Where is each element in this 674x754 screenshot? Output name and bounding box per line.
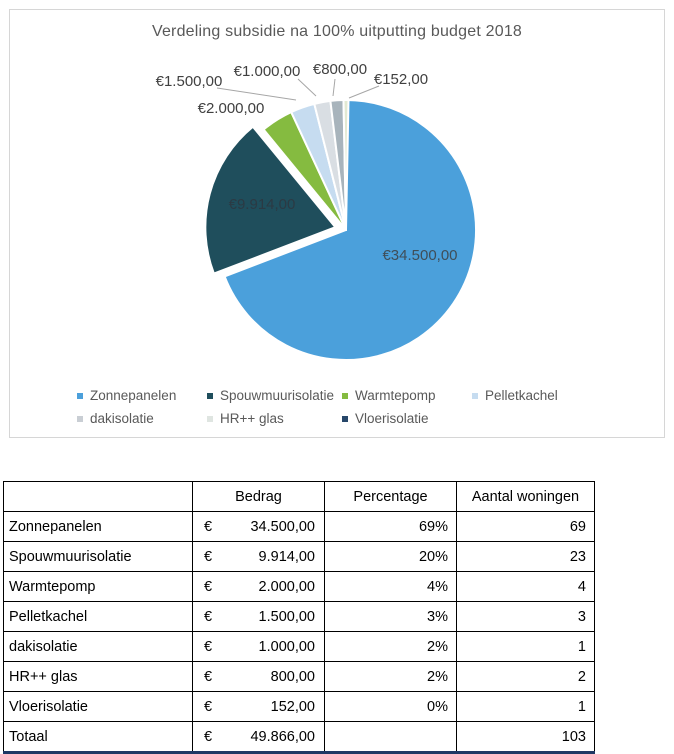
currency-symbol: € <box>204 638 213 655</box>
cell-aantal: 1 <box>457 632 595 662</box>
cell-aantal: 23 <box>457 542 595 572</box>
table-row-vloerisolatie <box>4 692 595 722</box>
data-label-dakisolatie: €1.000,00 <box>233 63 301 80</box>
data-label-zonnepanelen: €34.500,00 <box>382 247 458 264</box>
table-row-totaal <box>4 722 595 753</box>
legend-label-warmtepomp: Warmtepomp <box>355 388 436 403</box>
leader-line-pelletkachel <box>217 88 296 100</box>
chart-title: Verdeling subsidie na 100% uitputting budget 2018 <box>151 23 523 40</box>
legend-marker-pelletkachel <box>472 393 478 399</box>
col-header-percentage: Percentage <box>325 482 457 512</box>
cell-bedrag <box>193 632 325 662</box>
bedrag-value: 800,00 <box>270 668 315 685</box>
table-row-pelletkachel <box>4 602 595 632</box>
cell-name: dakisolatie <box>4 632 193 662</box>
cell-percentage <box>325 722 457 753</box>
cell-bedrag <box>193 602 325 632</box>
data-label-hr-glas: €800,00 <box>312 61 368 78</box>
legend-label-zonnepanelen: Zonnepanelen <box>90 388 177 403</box>
cell-percentage: 69% <box>325 512 457 542</box>
cell-name: Warmtepomp <box>4 572 193 602</box>
currency-symbol: € <box>204 668 213 685</box>
col-header-empty <box>4 482 193 512</box>
legend-marker-spouwmuurisolatie <box>207 393 213 399</box>
bedrag-value: 2.000,00 <box>258 578 315 595</box>
data-label-vloerisolatie: €152,00 <box>373 71 429 88</box>
col-header-bedrag: Bedrag <box>193 482 325 512</box>
bedrag-value: 1.500,00 <box>258 608 315 625</box>
legend-item-pelletkachel[interactable] <box>472 388 558 403</box>
cell-bedrag <box>193 572 325 602</box>
legend-item-zonnepanelen[interactable] <box>77 388 176 403</box>
table-header-row <box>4 482 595 512</box>
cell-bedrag <box>193 692 325 722</box>
chart-card <box>9 9 665 438</box>
cell-aantal: 4 <box>457 572 595 602</box>
cell-name: Totaal <box>4 722 193 753</box>
bedrag-value: 9.914,00 <box>258 548 315 565</box>
legend-marker-zonnepanelen <box>77 393 83 399</box>
table-row-dakisolatie <box>4 632 595 662</box>
cell-percentage: 2% <box>325 662 457 692</box>
cell-aantal: 69 <box>457 512 595 542</box>
currency-symbol: € <box>204 608 213 625</box>
leader-line-hr-glas <box>333 79 335 96</box>
data-label-spouwmuurisolatie: €9.914,00 <box>228 196 296 213</box>
cell-percentage: 3% <box>325 602 457 632</box>
legend-marker-dakisolatie <box>77 416 83 422</box>
cell-bedrag <box>193 542 325 572</box>
currency-symbol: € <box>204 548 213 565</box>
legend-label-pelletkachel: Pelletkachel <box>485 388 558 403</box>
table-row-zonnepanelen <box>4 512 595 542</box>
cell-percentage: 4% <box>325 572 457 602</box>
bedrag-value: 34.500,00 <box>250 518 315 535</box>
bedrag-value: 1.000,00 <box>258 638 315 655</box>
legend-item-vloerisolatie[interactable] <box>342 411 429 426</box>
legend-item-warmtepomp[interactable] <box>342 388 436 403</box>
data-label-warmtepomp: €2.000,00 <box>197 100 265 117</box>
cell-percentage: 20% <box>325 542 457 572</box>
legend-marker-hr-glas <box>207 416 213 422</box>
table-row-hr-glas <box>4 662 595 692</box>
leader-line-dakisolatie <box>298 79 316 96</box>
table-row-warmtepomp <box>4 572 595 602</box>
cell-aantal: 2 <box>457 662 595 692</box>
subsidy-table <box>3 481 595 754</box>
cell-percentage: 2% <box>325 632 457 662</box>
legend-label-hr-glas: HR++ glas <box>220 411 284 426</box>
currency-symbol: € <box>204 578 213 595</box>
cell-name: Pelletkachel <box>4 602 193 632</box>
legend-label-spouwmuurisolatie: Spouwmuurisolatie <box>220 388 335 403</box>
cell-bedrag <box>193 512 325 542</box>
cell-bedrag <box>193 722 325 753</box>
cell-name: Vloerisolatie <box>4 692 193 722</box>
cell-name: HR++ glas <box>4 662 193 692</box>
legend-item-spouwmuurisolatie[interactable] <box>207 388 334 403</box>
bedrag-value: 152,00 <box>270 698 315 715</box>
legend-item-hr-glas[interactable] <box>207 411 284 426</box>
legend-label-vloerisolatie: Vloerisolatie <box>355 411 429 426</box>
legend-item-dakisolatie[interactable] <box>77 411 154 426</box>
currency-symbol: € <box>204 698 213 715</box>
bedrag-value: 49.866,00 <box>250 728 315 745</box>
cell-name: Zonnepanelen <box>4 512 193 542</box>
cell-percentage: 0% <box>325 692 457 722</box>
legend-marker-warmtepomp <box>342 393 348 399</box>
cell-bedrag <box>193 662 325 692</box>
cell-aantal: 1 <box>457 692 595 722</box>
legend-marker-vloerisolatie <box>342 416 348 422</box>
pie-chart-svg <box>10 10 664 437</box>
cell-name: Spouwmuurisolatie <box>4 542 193 572</box>
currency-symbol: € <box>204 728 213 745</box>
data-label-pelletkachel: €1.500,00 <box>155 73 223 90</box>
cell-aantal: 3 <box>457 602 595 632</box>
table-row-spouwmuurisolatie <box>4 542 595 572</box>
currency-symbol: € <box>204 518 213 535</box>
cell-aantal: 103 <box>457 722 595 753</box>
legend-label-dakisolatie: dakisolatie <box>90 411 154 426</box>
col-header-aantal-woningen: Aantal woningen <box>457 482 595 512</box>
